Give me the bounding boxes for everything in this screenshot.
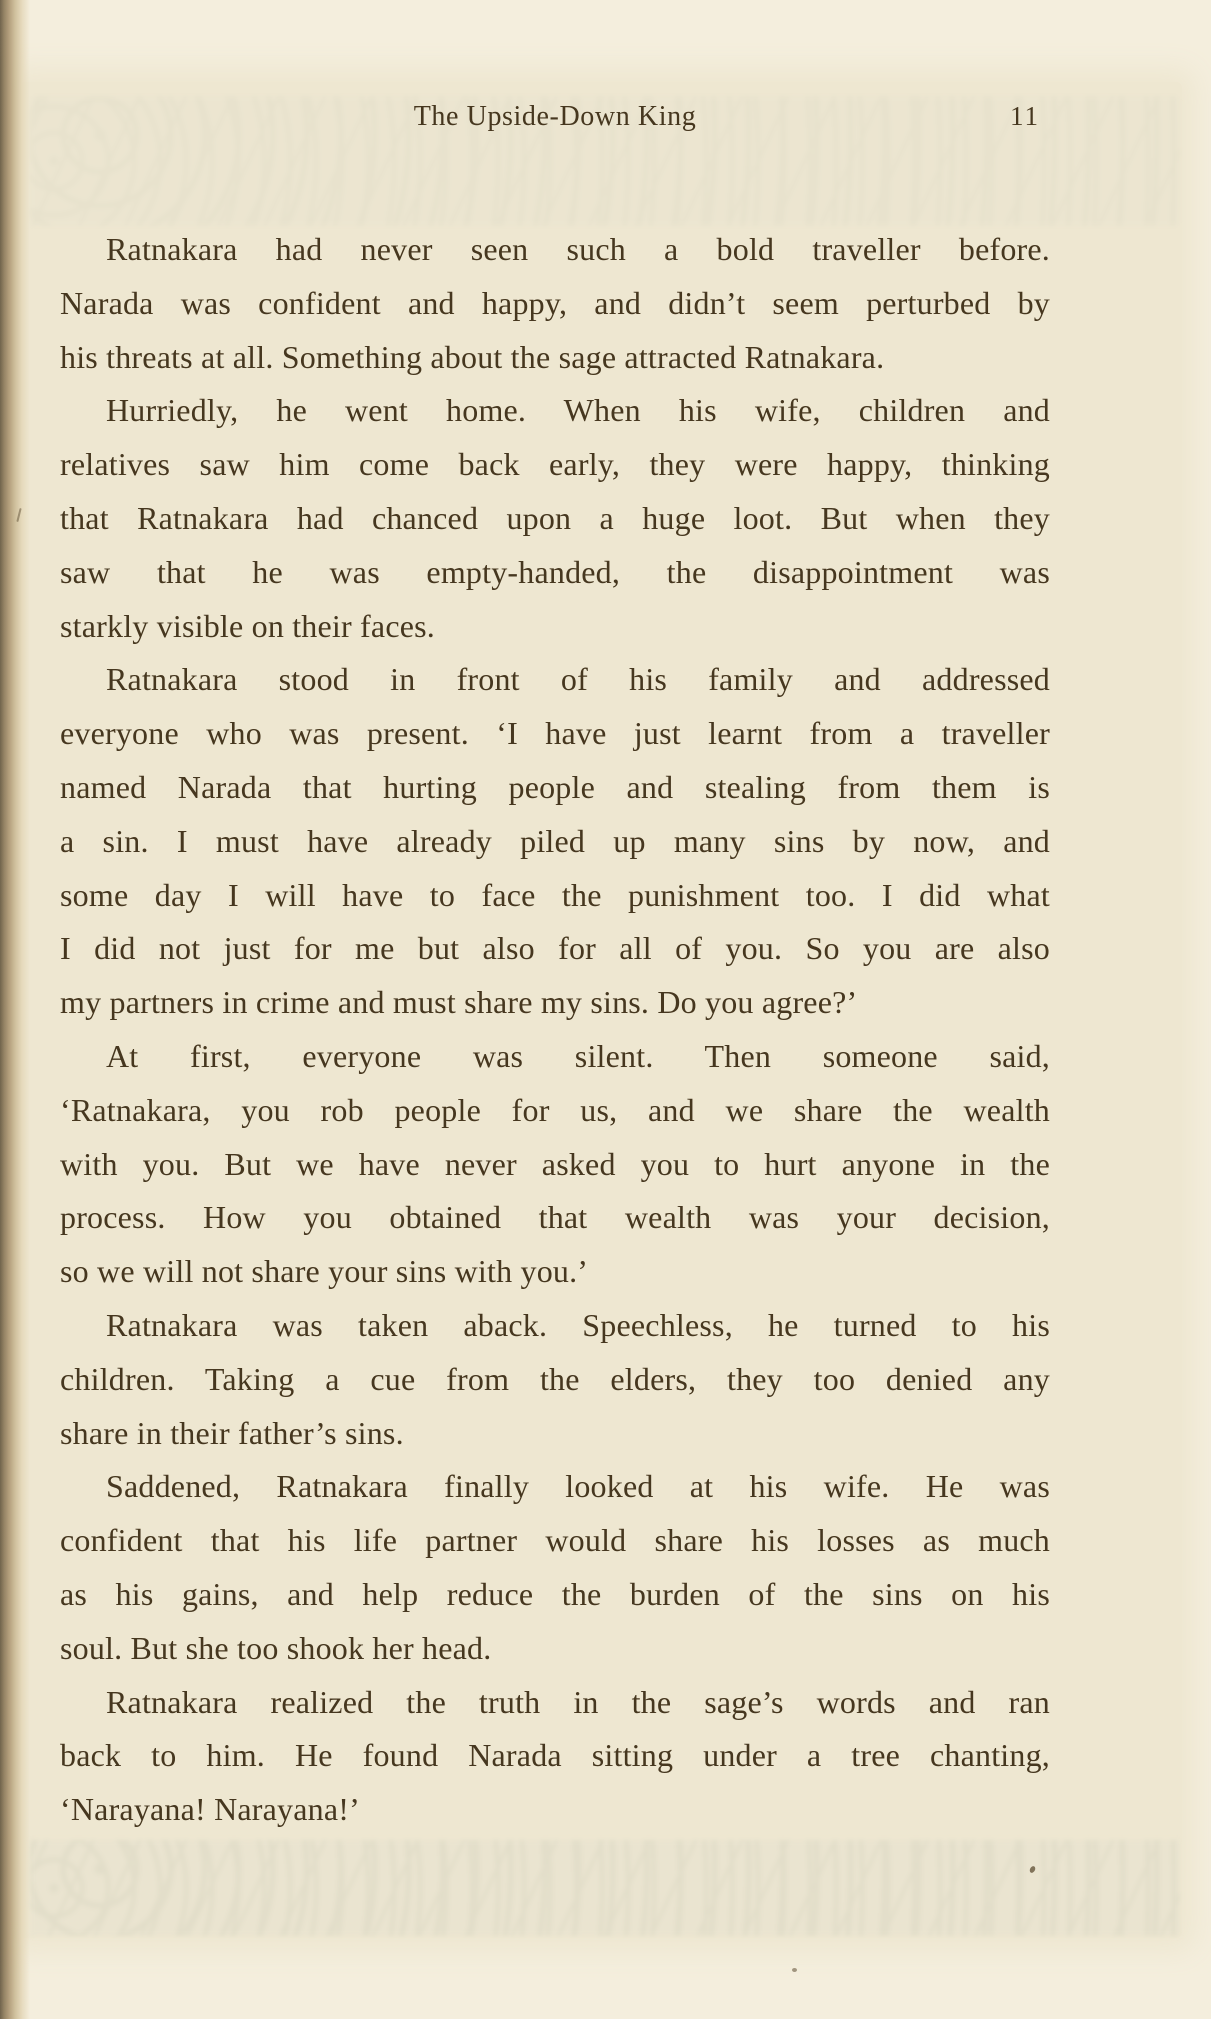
text-line: as his gains, and help reduce the burden of the sins on his [60, 1575, 1050, 1612]
text-line: Ratnakara realized the truth in the sage’s words and ran [106, 1683, 1050, 1720]
chapter-title: The Upside-Down King [413, 101, 697, 132]
paragraph [60, 1030, 1050, 1299]
text-line: Ratnakara had never seen such a bold traveller before. [106, 231, 1050, 267]
text-line: soul. But she too shook her head. [60, 1629, 492, 1666]
text-line: process. How you obtained that wealth was your decision, [60, 1199, 1050, 1236]
page-number: 11 [1010, 101, 1040, 131]
text-line: relatives saw him come back early, they were happy, thinking [60, 446, 1050, 483]
paragraph [60, 384, 1050, 653]
text-line: starkly visible on their faces. [60, 607, 435, 644]
text-line: Ratnakara stood in front of his family and addressed [106, 661, 1050, 698]
text-line: that Ratnakara had chanced upon a huge loot. But when they [60, 499, 1050, 536]
text-line: share in their father’s sins. [60, 1414, 404, 1451]
text-line: ‘Narayana! Narayana!’ [60, 1791, 360, 1828]
text-line: some day I will have to face the punishment too. I did what [60, 876, 1050, 913]
text-line: a sin. I must have already piled up many sins by now, and [60, 822, 1050, 859]
page-speck [792, 1968, 797, 1972]
running-header [60, 101, 1050, 143]
paragraph [60, 1460, 1050, 1675]
text-line: At first, everyone was silent. Then someone said, [106, 1037, 1050, 1074]
ornament-showthrough-bottom [30, 1840, 1180, 1936]
text-line: everyone who was present. ‘I have just learnt from a traveller [60, 715, 1050, 752]
text-line: Hurriedly, he went home. When his wife, children and [106, 392, 1050, 429]
text-line: Ratnakara was taken aback. Speechless, he turned to his [106, 1306, 1050, 1343]
text-line: back to him. He found Narada sitting under a tree chanting, [60, 1737, 1050, 1774]
paragraph [60, 1299, 1050, 1460]
page-gutter-edge [0, 0, 30, 2019]
text-line: children. Taking a cue from the elders, they too denied any [60, 1360, 1050, 1397]
text-line: with you. But we have never asked you to hurt anyone in the [60, 1145, 1050, 1182]
paragraph [60, 653, 1050, 1030]
page-body [60, 223, 1050, 1837]
text-line: his threats at all. Something about the sage attracted Ratnakara. [60, 338, 885, 375]
text-line: so we will not share your sins with you.’ [60, 1253, 589, 1290]
paragraph [60, 223, 1050, 384]
text-line: saw that he was empty-handed, the disappointment was [60, 553, 1050, 590]
text-line: ‘Ratnakara, you rob people for us, and we share the wealth [60, 1091, 1050, 1128]
text-line: Saddened, Ratnakara finally looked at his wife. He was [106, 1468, 1050, 1505]
text-line: my partners in crime and must share my sins. Do you agree?’ [60, 984, 858, 1021]
text-line: Narada was confident and happy, and didn’t seem perturbed by [60, 284, 1050, 321]
text-line: named Narada that hurting people and stealing from them is [60, 768, 1050, 805]
text-line: I did not just for me but also for all of you. So you are also [60, 930, 1050, 967]
paragraph [60, 1676, 1050, 1837]
text-line: confident that his life partner would share his losses as much [60, 1522, 1050, 1559]
